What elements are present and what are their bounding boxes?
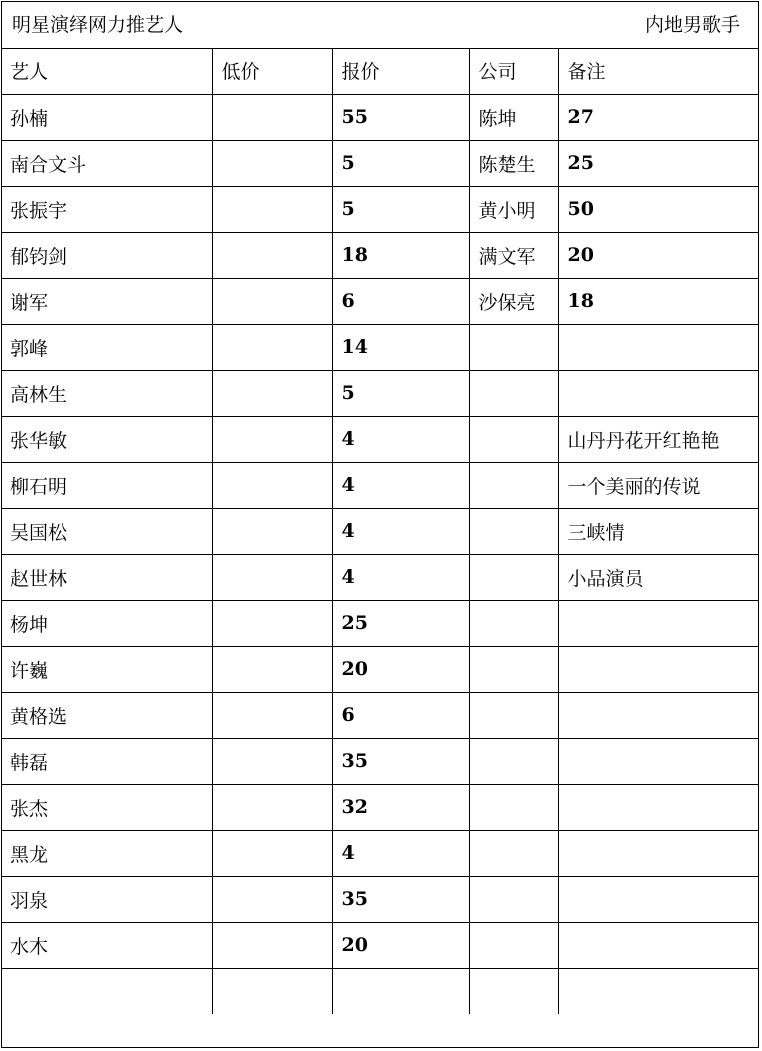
header-artist: 艺人 [1,48,212,94]
cell-quote: 6 [332,278,469,324]
cell-low-price [212,278,332,324]
table-row [1,232,759,278]
table-row [1,324,759,370]
cell-note [558,876,759,922]
cell-low-price [212,968,332,1014]
category-label: 内地男歌手 [644,14,740,36]
cell-artist: 黄格选 [1,692,212,738]
cell-note: 27 [558,94,759,140]
cell-company [469,876,558,922]
table-row [1,554,759,600]
cell-company [469,416,558,462]
cell-artist: 黑龙 [1,830,212,876]
table-row [1,646,759,692]
cell-quote: 35 [332,876,469,922]
cell-quote: 20 [332,922,469,968]
cell-low-price [212,922,332,968]
cell-quote: 5 [332,186,469,232]
cell-low-price [212,94,332,140]
cell-quote: 4 [332,508,469,554]
cell-low-price [212,508,332,554]
cell-company: 满文军 [469,232,558,278]
table-row [1,370,759,416]
cell-company [469,324,558,370]
cell-low-price [212,462,332,508]
cell-note: 山丹丹花开红艳艳 [558,416,759,462]
header-quote: 报价 [332,48,469,94]
cell-note [558,324,759,370]
cell-company: 黄小明 [469,186,558,232]
cell-quote: 18 [332,232,469,278]
header-company: 公司 [469,48,558,94]
table-row [1,416,759,462]
cell-note [558,784,759,830]
cell-company [469,922,558,968]
cell-artist: 杨坤 [1,600,212,646]
cell-note: 18 [558,278,759,324]
cell-note [558,692,759,738]
cell-quote: 20 [332,646,469,692]
cell-quote: 5 [332,370,469,416]
cell-quote: 32 [332,784,469,830]
cell-note: 一个美丽的传说 [558,462,759,508]
cell-artist: 赵世林 [1,554,212,600]
cell-low-price [212,784,332,830]
cell-quote: 25 [332,600,469,646]
table-row [1,876,759,922]
cell-quote: 55 [332,94,469,140]
cell-artist: 韩磊 [1,738,212,784]
cell-company [469,508,558,554]
title-row [2,2,758,49]
cell-note [558,968,759,1014]
table-header-row [1,48,759,94]
cell-note [558,600,759,646]
cell-quote: 35 [332,738,469,784]
cell-low-price [212,416,332,462]
cell-quote: 6 [332,692,469,738]
cell-artist: 南合文斗 [1,140,212,186]
artist-table [1,48,759,1014]
cell-company [469,646,558,692]
cell-low-price [212,692,332,738]
cell-low-price [212,876,332,922]
document-title: 明星演绎网力推艺人 [12,14,184,36]
cell-artist: 张华敏 [1,416,212,462]
cell-artist: 张振宇 [1,186,212,232]
cell-company [469,692,558,738]
cell-company [469,600,558,646]
cell-low-price [212,232,332,278]
cell-company [469,738,558,784]
cell-low-price [212,186,332,232]
table-row [1,140,759,186]
cell-artist: 郭峰 [1,324,212,370]
cell-company [469,462,558,508]
cell-note [558,646,759,692]
cell-company: 沙保亮 [469,278,558,324]
cell-low-price [212,324,332,370]
cell-artist: 孙楠 [1,94,212,140]
cell-note [558,922,759,968]
cell-company [469,554,558,600]
cell-company: 陈坤 [469,94,558,140]
cell-quote: 4 [332,554,469,600]
table-row [1,830,759,876]
cell-artist [1,968,212,1014]
cell-low-price [212,140,332,186]
cell-company [469,370,558,416]
cell-quote [332,968,469,1014]
cell-low-price [212,554,332,600]
table-row [1,186,759,232]
cell-company [469,968,558,1014]
table-row [1,600,759,646]
cell-artist: 许巍 [1,646,212,692]
cell-note: 20 [558,232,759,278]
cell-artist: 谢军 [1,278,212,324]
cell-low-price [212,370,332,416]
table-row-empty [1,968,759,1014]
cell-low-price [212,830,332,876]
cell-quote: 5 [332,140,469,186]
cell-note [558,738,759,784]
cell-artist: 羽泉 [1,876,212,922]
cell-artist: 张杰 [1,784,212,830]
cell-quote: 4 [332,416,469,462]
table-row [1,278,759,324]
table-row [1,784,759,830]
cell-note: 小品演员 [558,554,759,600]
table-row [1,922,759,968]
cell-artist: 高林生 [1,370,212,416]
document-page [1,1,759,1048]
table-row [1,462,759,508]
cell-note: 25 [558,140,759,186]
cell-quote: 4 [332,830,469,876]
cell-artist: 郁钧剑 [1,232,212,278]
cell-note: 三峡情 [558,508,759,554]
cell-company [469,784,558,830]
cell-low-price [212,600,332,646]
cell-quote: 14 [332,324,469,370]
cell-low-price [212,646,332,692]
cell-note [558,830,759,876]
cell-company: 陈楚生 [469,140,558,186]
table-row [1,508,759,554]
cell-artist: 水木 [1,922,212,968]
cell-low-price [212,738,332,784]
header-note: 备注 [558,48,759,94]
cell-quote: 4 [332,462,469,508]
table-row [1,692,759,738]
header-low-price: 低价 [212,48,332,94]
cell-artist: 柳石明 [1,462,212,508]
cell-company [469,830,558,876]
cell-note: 50 [558,186,759,232]
cell-note [558,370,759,416]
table-row [1,738,759,784]
cell-artist: 吴国松 [1,508,212,554]
table-row [1,94,759,140]
